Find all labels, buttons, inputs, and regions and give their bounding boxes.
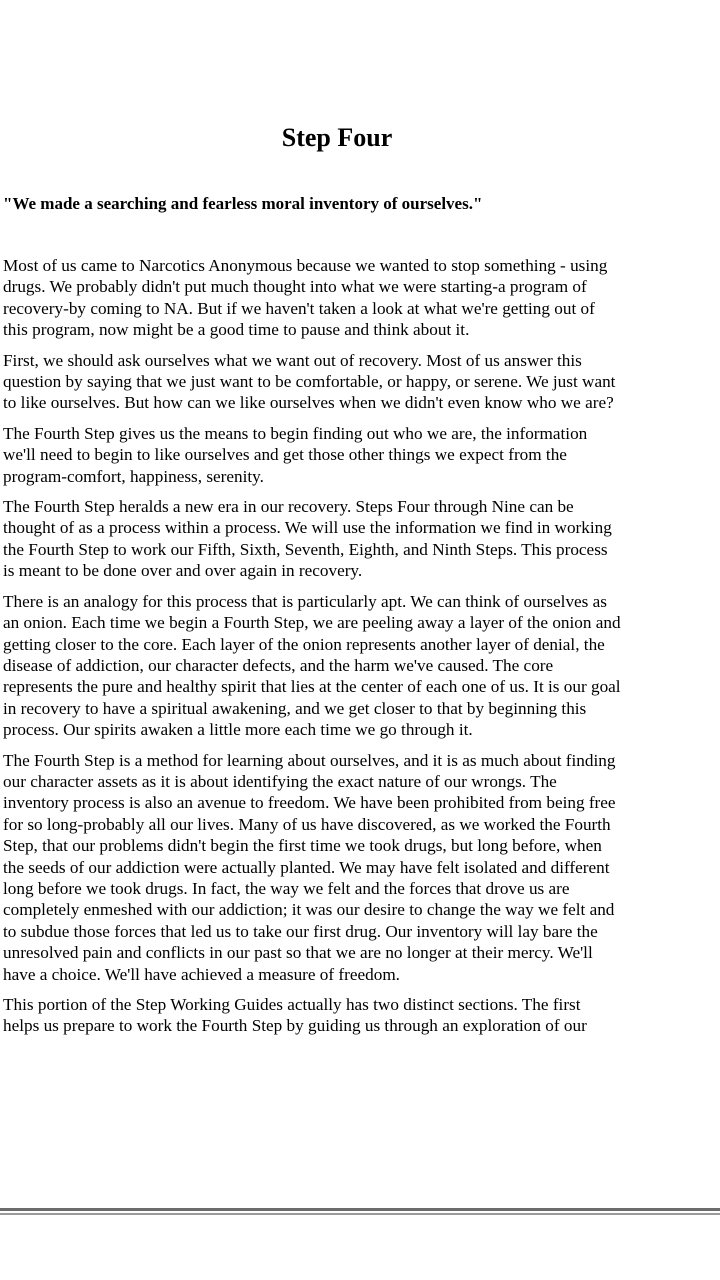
paragraph <box>3 423 675 487</box>
paragraph <box>3 496 675 582</box>
text-line: program-comfort, happiness, serenity. <box>3 466 264 486</box>
text-line: represents the pure and healthy spirit that lies at the center of each one of us. It is our goal <box>3 677 621 697</box>
text-line: to like ourselves. But how can we like ourselves when we didn't even know who we are? <box>3 393 614 413</box>
text-line: disease of addiction, our character defects, and the harm we've caused. The core <box>3 655 554 675</box>
text-line: for so long-probably all our lives. Many of us have discovered, as we worked the Fourth <box>3 814 611 834</box>
text-line: Most of us came to Narcotics Anonymous because we wanted to stop something - using <box>3 256 608 275</box>
text-line: getting closer to the core. Each layer of the onion represents another layer of denial, the <box>3 634 605 654</box>
text-line: inventory process is also an avenue to freedom. We have been prohibited from being free <box>3 793 616 813</box>
text-line: the seeds of our addiction were actually planted. We may have felt isolated and different <box>3 857 610 877</box>
text-line: drugs. We probably didn't put much thought into what we were starting-a program of <box>3 277 587 297</box>
text-line: Step, that our problems didn't begin the first time we took drugs, but long before, when <box>3 836 602 856</box>
text-line: the Fourth Step to work our Fifth, Sixth, Seventh, Eighth, and Ninth Steps. This process <box>3 539 608 559</box>
text-line: our character assets as it is about identifying the exact nature of our wrongs. The <box>3 771 557 791</box>
paragraph <box>3 750 675 985</box>
text-line: helps us prepare to work the Fourth Step by guiding us through an exploration of our <box>3 1016 587 1036</box>
text-line: thought of as a process within a process. We will use the information we find in working <box>3 518 612 538</box>
text-line: There is an analogy for this process that is particularly apt. We can think of ourselves as <box>3 591 607 611</box>
text-line: unresolved pain and conflicts in our past so that we are no longer at their mercy. We'll <box>3 943 593 963</box>
text-line: The Fourth Step heralds a new era in our recovery. Steps Four through Nine can be <box>3 497 574 517</box>
text-line: to subdue those forces that led us to take our first drug. Our inventory will lay bare the <box>3 921 598 941</box>
step-quote: "We made a searching and fearless moral inventory of ourselves." <box>3 194 483 213</box>
page-footer-rule <box>0 1208 720 1218</box>
paragraph <box>3 350 675 414</box>
text-line: this program, now might be a good time to pause and think about it. <box>3 320 470 340</box>
text-line: First, we should ask ourselves what we want out of recovery. Most of us answer this <box>3 350 582 370</box>
text-line: have a choice. We'll have achieved a measure of freedom. <box>3 964 400 984</box>
paragraph <box>3 255 675 341</box>
text-line: process. Our spirits awaken a little more each time we go through it. <box>3 720 473 740</box>
text-line: The Fourth Step gives us the means to begin finding out who we are, the information <box>3 423 588 443</box>
text-line: recovery-by coming to NA. But if we haven't taken a look at what we're getting out of <box>3 298 595 318</box>
text-line: we'll need to begin to like ourselves and get those other things we expect from the <box>3 445 567 465</box>
text-line: long before we took drugs. In fact, the way we felt and the forces that drove us are <box>3 878 570 898</box>
text-line: This portion of the Step Working Guides actually has two distinct sections. The first <box>3 995 581 1014</box>
text-line: is meant to be done over and over again in recovery. <box>3 561 363 581</box>
text-line: in recovery to have a spiritual awakening, and we get closer to that by beginning this <box>3 698 587 718</box>
body-text <box>3 255 675 1046</box>
footer-divider-thick <box>0 1208 720 1211</box>
footer-divider-thin <box>0 1213 720 1215</box>
text-line: completely enmeshed with our addiction; it was our desire to change the way we felt and <box>3 900 615 920</box>
text-line: The Fourth Step is a method for learning about ourselves, and it is as much about finding <box>3 750 616 770</box>
text-line: question by saying that we just want to be comfortable, or happy, or serene. We just want <box>3 372 616 392</box>
page-title: Step Four <box>281 123 393 152</box>
paragraph <box>3 994 675 1037</box>
paragraph <box>3 591 675 741</box>
text-line: an onion. Each time we begin a Fourth Step, we are peeling away a layer of the onion and <box>3 613 621 633</box>
